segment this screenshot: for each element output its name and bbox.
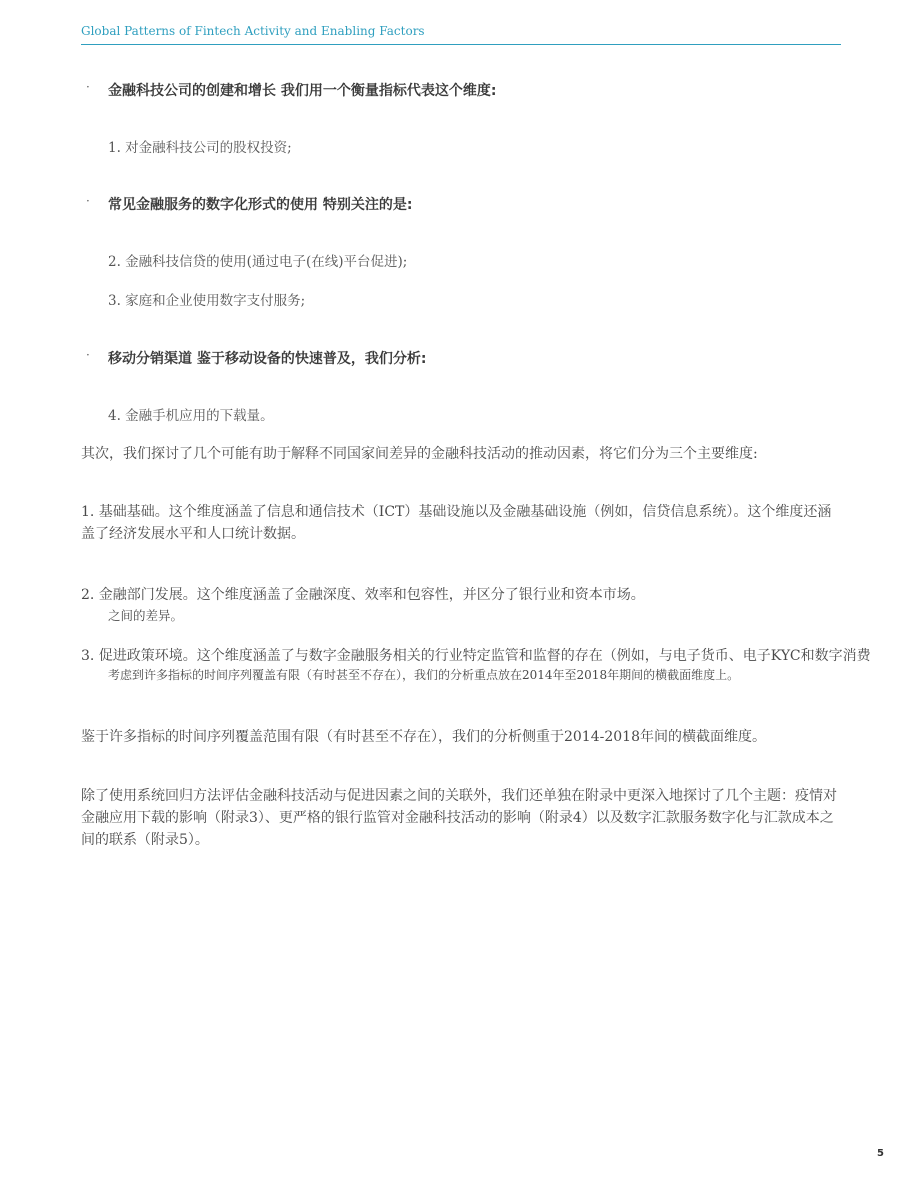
- bullet-heading: 常见金融服务的数字化形式的使用 特别关注的是:: [108, 197, 413, 213]
- list-item-equity-investment: 1. 对金融科技公司的股权投资;: [108, 140, 292, 156]
- paragraph-factor-financial-sector-cont: 之间的差异。: [108, 608, 184, 623]
- bullet-dot: ·: [86, 80, 90, 94]
- header-rule: [81, 44, 841, 45]
- bullet-dot: ·: [86, 194, 90, 208]
- paragraph-factor-policy: 3. 促进政策环境。这个维度涵盖了与数字金融服务相关的行业特定监管和监督的存在（例如，与电子货币、电子KYC和数字消费: [81, 648, 871, 664]
- bullet-heading: 金融科技公司的创建和增长 我们用一个衡量指标代表这个维度:: [108, 83, 497, 99]
- list-item-digital-payments: 3. 家庭和企业使用数字支付服务;: [108, 293, 306, 309]
- list-item-fintech-credit: 2. 金融科技信贷的使用(通过电子(在线)平台促进);: [108, 254, 408, 270]
- paragraph-intro: 其次，我们探讨了几个可能有助于解释不同国家间差异的金融科技活动的推动因素，将它们分为三个主要维度:: [81, 446, 758, 462]
- page-number: 5: [877, 1148, 884, 1159]
- paragraph-factor-policy-cont: 考虑到许多指标的时间序列覆盖有限（有时甚至不存在），我们的分析重点放在2014年至2018年期间的横截面维度上。: [108, 668, 740, 682]
- bullet-heading: 移动分销渠道 鉴于移动设备的快速普及，我们分析:: [108, 351, 427, 367]
- paragraph-annex-note: 除了使用系统回归方法评估金融科技活动与促进因素之间的关联外，我们还单独在附录中更深入地探讨了几个主题：疫情对金融应用下载的影响（附录3）、更严格的银行监管对金融科技活动的影响（附录4）以及数字汇款服务数字化与汇款成本之间的联系（附录5）。: [81, 788, 837, 848]
- paragraph-timeseries-note: 鉴于许多指标的时间序列覆盖范围有限（有时甚至不存在），我们的分析侧重于2014-2018年间的横截面维度。: [81, 729, 766, 745]
- bullet-dot: ·: [86, 348, 90, 362]
- paragraph-factor-financial-sector: 2. 金融部门发展。这个维度涵盖了金融深度、效率和包容性，并区分了银行业和资本市场。: [81, 587, 645, 603]
- running-header-title: Global Patterns of Fintech Activity and Enabling Factors: [81, 24, 425, 38]
- paragraph-factor-foundations: 1. 基础基础。这个维度涵盖了信息和通信技术（ICT）基础设施以及金融基础设施（例如，信贷信息系统）。这个维度还涵盖了经济发展水平和人口统计数据。: [81, 504, 832, 542]
- list-item-app-downloads: 4. 金融手机应用的下载量。: [108, 408, 274, 424]
